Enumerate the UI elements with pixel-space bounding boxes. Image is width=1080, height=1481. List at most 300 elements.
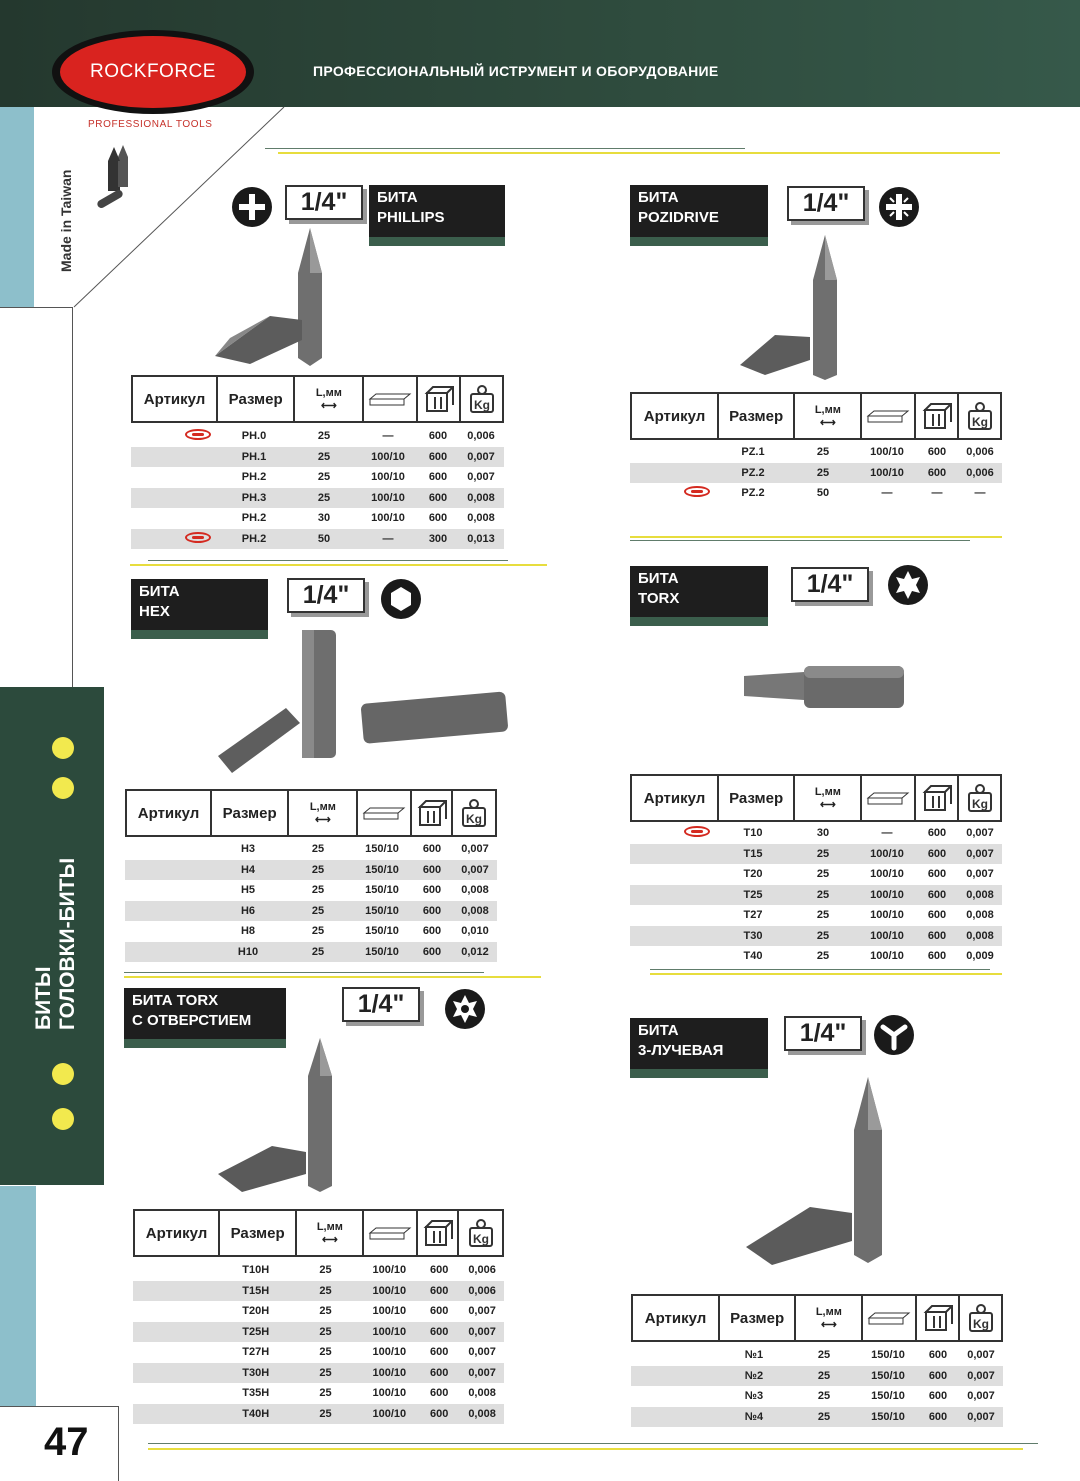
col-carton <box>917 1296 961 1340</box>
carton-qty-cell: 600 <box>422 843 442 856</box>
col-box <box>358 791 411 835</box>
carton-qty-cell: 600 <box>430 1284 449 1297</box>
weight-cell: 0,009 <box>966 950 994 963</box>
weight-cell: 0,007 <box>967 1390 995 1403</box>
title-line: БИТА <box>139 583 180 600</box>
chapter-title <box>32 858 80 1030</box>
size-cell: H8 <box>240 925 256 938</box>
carton-qty-cell: 600 <box>927 446 947 459</box>
carton-qty-cell: — <box>931 487 943 500</box>
size-cell: PZ.1 <box>741 446 765 459</box>
box-qty-cell: 150/10 <box>871 1369 905 1382</box>
size-cell: №4 <box>744 1410 764 1423</box>
table-row <box>630 885 1002 906</box>
arrow-icon: ⟷ <box>820 1318 837 1331</box>
col-carton <box>412 791 454 835</box>
torx-hole-icon <box>444 988 486 1030</box>
length-cell: 25 <box>319 1325 332 1338</box>
box-qty-cell: 150/10 <box>871 1349 905 1362</box>
length-cell: 25 <box>816 950 830 963</box>
table-row <box>631 1366 1003 1387</box>
title-line: БИТА <box>638 570 679 587</box>
carton-icon <box>922 784 952 812</box>
box-qty-cell: 100/10 <box>372 1387 407 1400</box>
table-row <box>125 942 497 963</box>
weight-cell: 0,007 <box>461 863 489 876</box>
box-qty-cell: 150/10 <box>365 925 399 938</box>
size-cell: PH.0 <box>241 430 267 443</box>
col-article: Артикул <box>632 776 719 820</box>
drive-size: 1/4" <box>342 987 420 1022</box>
box-qty-cell: 100/10 <box>870 466 904 479</box>
carton-qty-cell: 600 <box>927 909 947 922</box>
drive-size: 1/4" <box>285 185 363 220</box>
weight-cell: 0,007 <box>967 1369 995 1382</box>
length-cell: 25 <box>319 1264 332 1277</box>
length-cell: 30 <box>317 512 331 525</box>
col-box <box>364 1211 417 1255</box>
size-cell: H3 <box>240 843 256 856</box>
chapter-title-line1: БИТЫ <box>32 966 55 1030</box>
logo-subtitle: PROFESSIONAL TOOLS <box>88 119 213 130</box>
carton-qty-cell: 600 <box>927 929 947 942</box>
table-row <box>133 1322 504 1343</box>
table-row <box>125 860 497 881</box>
rockforce-mark-icon <box>185 532 211 543</box>
weight-cell: 0,008 <box>966 888 994 901</box>
length-cell: 25 <box>816 909 830 922</box>
size-cell: T40H <box>242 1407 270 1420</box>
box-qty-cell: 100/10 <box>372 1264 407 1277</box>
rule <box>265 148 745 149</box>
size-cell: H4 <box>240 863 256 876</box>
col-box <box>862 394 915 438</box>
box-icon <box>368 1225 412 1241</box>
size-cell: T40 <box>743 950 763 963</box>
size-cell: T20H <box>242 1305 270 1318</box>
band-dot <box>52 1063 74 1085</box>
box-qty-cell: 150/10 <box>365 904 399 917</box>
carton-qty-cell: 600 <box>927 868 947 881</box>
box-qty-cell: 150/10 <box>365 884 399 897</box>
weight-cell: 0,008 <box>467 491 495 504</box>
phillips-table-header <box>131 375 504 423</box>
table-row <box>630 442 1002 463</box>
weight-text: Kg <box>971 797 988 811</box>
size-cell: H6 <box>240 904 256 917</box>
col-size: Размер <box>720 1296 796 1340</box>
table-row <box>133 1281 504 1302</box>
length-cell: 25 <box>816 868 830 881</box>
carton-qty-cell: 600 <box>430 1325 449 1338</box>
box-qty-cell: 100/10 <box>870 950 904 963</box>
weight-text: Kg <box>472 1232 489 1246</box>
length-cell: 25 <box>817 1349 831 1362</box>
box-qty-cell: — <box>881 827 893 840</box>
rule <box>630 536 1002 538</box>
length-cell: 25 <box>311 904 325 917</box>
chapter-title-line2: ГОЛОВКИ-БИТЫ <box>56 857 79 1030</box>
length-cell: 50 <box>816 487 830 500</box>
box-qty-cell: — <box>881 487 893 500</box>
weight-cell: 0,006 <box>468 1264 496 1277</box>
torx-hole-table-header <box>133 1209 504 1257</box>
title-line: HEX <box>139 603 170 620</box>
weight-icon <box>468 1218 494 1248</box>
weight-cell: 0,010 <box>461 925 489 938</box>
carton-icon <box>923 1304 953 1332</box>
arrow-icon: ⟷ <box>314 813 331 826</box>
box-qty-cell: 100/10 <box>372 1366 407 1379</box>
box-qty-cell: 150/10 <box>365 945 399 958</box>
carton-qty-cell: 600 <box>927 888 947 901</box>
weight-icon <box>967 401 993 431</box>
table-row <box>125 901 497 922</box>
band-dot <box>52 1108 74 1130</box>
weight-cell: 0,012 <box>461 945 489 958</box>
size-cell: T35H <box>242 1387 270 1400</box>
col-length-text: L,мм <box>309 800 336 813</box>
weight-cell: 0,006 <box>467 430 495 443</box>
size-cell: H10 <box>237 945 259 958</box>
weight-cell: 0,007 <box>461 843 489 856</box>
box-qty-cell: — <box>382 430 394 443</box>
drive-size: 1/4" <box>784 1016 862 1051</box>
box-qty-cell: 100/10 <box>372 1284 407 1297</box>
carton-qty-cell: 600 <box>430 1387 449 1400</box>
arrow-icon: ⟷ <box>320 399 337 412</box>
rule <box>148 1448 1023 1450</box>
rockforce-mark-icon <box>684 826 710 837</box>
weight-cell: 0,013 <box>467 532 495 545</box>
weight-text: Kg <box>972 1317 989 1331</box>
table-row <box>631 1386 1003 1407</box>
box-icon <box>362 805 406 821</box>
drive-size: 1/4" <box>287 578 365 613</box>
weight-cell: 0,007 <box>966 868 994 881</box>
length-cell: 25 <box>317 430 331 443</box>
title-line: 3-ЛУЧЕВАЯ <box>638 1042 724 1059</box>
length-cell: 25 <box>319 1305 332 1318</box>
col-carton <box>916 394 960 438</box>
table-row <box>631 1407 1003 1428</box>
size-cell: T20 <box>743 868 763 881</box>
carton-qty-cell: 600 <box>422 925 442 938</box>
col-size: Размер <box>719 776 795 820</box>
box-qty-cell: 100/10 <box>870 868 904 881</box>
carton-qty-cell: 600 <box>428 450 448 463</box>
hex-table-body <box>125 839 497 962</box>
table-row <box>131 488 504 509</box>
table-row <box>125 921 497 942</box>
carton-qty-cell: 600 <box>428 491 448 504</box>
rule <box>278 152 1000 154</box>
table-row <box>630 864 1002 885</box>
weight-cell: 0,008 <box>468 1407 496 1420</box>
length-cell: 30 <box>816 827 830 840</box>
weight-cell: 0,007 <box>967 1410 995 1423</box>
rule <box>130 564 547 566</box>
length-cell: 25 <box>319 1387 332 1400</box>
size-cell: №3 <box>744 1390 764 1403</box>
weight-cell: 0,007 <box>468 1366 496 1379</box>
table-row <box>630 926 1002 947</box>
weight-icon <box>469 384 495 414</box>
divider <box>0 1406 118 1407</box>
col-length-text: L,мм <box>316 1220 343 1233</box>
carton-qty-cell: 600 <box>928 1410 948 1423</box>
weight-cell: 0,007 <box>467 471 495 484</box>
carton-qty-cell: 600 <box>927 950 947 963</box>
col-length <box>295 377 364 421</box>
box-qty-cell: 100/10 <box>371 471 405 484</box>
band-dot <box>52 777 74 799</box>
box-qty-cell: 100/10 <box>371 491 405 504</box>
carton-icon <box>423 1219 453 1247</box>
length-cell: 25 <box>311 945 325 958</box>
length-cell: 25 <box>311 843 325 856</box>
section-title <box>369 185 505 246</box>
rockforce-mark-icon <box>185 429 211 440</box>
length-cell: 25 <box>816 929 830 942</box>
col-weight <box>461 377 502 421</box>
box-icon <box>866 790 910 806</box>
pozidrive-icon <box>878 186 920 228</box>
table-row <box>630 483 1002 504</box>
tri-wing-table-body <box>631 1345 1003 1427</box>
table-row <box>133 1342 504 1363</box>
length-cell: 25 <box>816 847 830 860</box>
col-article: Артикул <box>632 394 719 438</box>
col-article: Артикул <box>135 1211 220 1255</box>
box-qty-cell: 150/10 <box>871 1410 905 1423</box>
weight-cell: 0,007 <box>966 847 994 860</box>
length-cell: 25 <box>311 925 325 938</box>
table-row <box>133 1404 504 1425</box>
table-row <box>133 1383 504 1404</box>
box-qty-cell: 100/10 <box>372 1325 407 1338</box>
carton-qty-cell: 300 <box>428 532 448 545</box>
phillips-bit-photo <box>210 228 360 368</box>
tri-wing-table-header <box>631 1294 1003 1342</box>
hex-bit-photo <box>210 628 510 778</box>
length-cell: 25 <box>319 1407 332 1420</box>
weight-cell: 0,007 <box>967 1349 995 1362</box>
length-cell: 25 <box>817 1390 831 1403</box>
header-tagline: ПРОФЕССИОНАЛЬНЫЙ ИСТРУМЕНТ И ОБОРУДОВАНИЕ <box>313 63 719 79</box>
weight-cell: 0,007 <box>467 450 495 463</box>
col-carton <box>916 776 960 820</box>
carton-qty-cell: 600 <box>928 1390 948 1403</box>
table-row <box>131 426 504 447</box>
carton-qty-cell: 600 <box>430 1305 449 1318</box>
side-strip-bottom <box>0 1186 36 1406</box>
col-length <box>796 1296 863 1340</box>
torx-icon <box>887 564 929 606</box>
box-qty-cell: 150/10 <box>365 863 399 876</box>
size-cell: T15H <box>242 1284 270 1297</box>
col-length <box>297 1211 364 1255</box>
weight-icon <box>968 1303 994 1333</box>
carton-qty-cell: 600 <box>422 945 442 958</box>
size-cell: T25 <box>743 888 763 901</box>
article-mark <box>630 826 718 840</box>
size-cell: T30H <box>242 1366 270 1379</box>
col-length-text: L,мм <box>315 386 342 399</box>
weight-cell: 0,008 <box>468 1387 496 1400</box>
table-row <box>131 508 504 529</box>
length-cell: 25 <box>319 1366 332 1379</box>
made-in-label: Made in Taiwan <box>58 169 74 272</box>
weight-cell: 0,006 <box>966 446 994 459</box>
divider <box>118 1406 119 1481</box>
rule <box>148 560 508 561</box>
carton-icon <box>922 402 952 430</box>
carton-qty-cell: 600 <box>428 430 448 443</box>
size-cell: T10 <box>743 827 763 840</box>
rule <box>124 972 484 973</box>
weight-cell: 0,007 <box>468 1346 496 1359</box>
divider <box>72 307 73 687</box>
weight-cell: 0,006 <box>468 1284 496 1297</box>
title-line: POZIDRIVE <box>638 209 719 226</box>
box-qty-cell: 150/10 <box>871 1390 905 1403</box>
weight-text: Kg <box>466 812 483 826</box>
rockforce-logo <box>52 30 254 114</box>
torx-hole-table-body <box>133 1260 504 1424</box>
weight-icon <box>967 783 993 813</box>
side-strip-top <box>0 107 34 307</box>
title-line: TORX <box>638 590 680 607</box>
rockforce-mark-icon <box>684 486 710 497</box>
torx-table-body <box>630 823 1002 967</box>
arrow-icon: ⟷ <box>819 416 836 429</box>
box-icon <box>866 408 910 424</box>
box-qty-cell: 100/10 <box>372 1407 407 1420</box>
size-cell: T27 <box>743 909 763 922</box>
weight-cell: 0,008 <box>966 929 994 942</box>
box-qty-cell: 150/10 <box>365 843 399 856</box>
col-weight <box>959 776 1000 820</box>
box-qty-cell: 100/10 <box>372 1346 407 1359</box>
carton-qty-cell: 600 <box>927 466 947 479</box>
box-icon <box>867 1310 911 1326</box>
length-cell: 25 <box>311 884 325 897</box>
col-box <box>364 377 417 421</box>
box-qty-cell: 100/10 <box>870 888 904 901</box>
weight-icon <box>461 798 487 828</box>
carton-icon <box>424 385 454 413</box>
col-box <box>863 1296 916 1340</box>
rule <box>650 969 990 970</box>
col-weight <box>959 394 1000 438</box>
carton-qty-cell: 600 <box>428 512 448 525</box>
size-cell: T30 <box>743 929 763 942</box>
rule <box>148 1443 1038 1444</box>
carton-qty-cell: 600 <box>927 827 947 840</box>
rule <box>124 976 541 978</box>
weight-cell: 0,008 <box>461 904 489 917</box>
col-size: Размер <box>212 791 289 835</box>
title-line: БИТА <box>377 189 418 206</box>
length-cell: 25 <box>816 466 830 479</box>
carton-qty-cell: 600 <box>422 884 442 897</box>
arrow-icon: ⟷ <box>819 798 836 811</box>
carton-icon <box>417 799 447 827</box>
col-length-text: L,мм <box>815 1305 842 1318</box>
size-cell: PZ.2 <box>741 466 765 479</box>
length-cell: 25 <box>311 863 325 876</box>
length-cell: 25 <box>816 888 830 901</box>
carton-qty-cell: 600 <box>430 1407 449 1420</box>
pozidrive-table-header <box>630 392 1002 440</box>
carton-qty-cell: 600 <box>430 1366 449 1379</box>
size-cell: PH.3 <box>241 491 267 504</box>
size-cell: PH.2 <box>241 471 267 484</box>
table-row <box>631 1345 1003 1366</box>
col-length <box>795 776 862 820</box>
length-cell: 25 <box>816 446 830 459</box>
carton-qty-cell: 600 <box>928 1369 948 1382</box>
box-icon <box>368 391 412 407</box>
table-row <box>125 839 497 860</box>
box-qty-cell: 100/10 <box>870 446 904 459</box>
title-line: С ОТВЕРСТИЕМ <box>132 1012 252 1029</box>
length-cell: 25 <box>319 1284 332 1297</box>
hex-icon <box>380 578 422 620</box>
length-cell: 25 <box>317 491 331 504</box>
section-title <box>630 566 768 626</box>
weight-cell: — <box>974 487 986 500</box>
weight-cell: 0,008 <box>966 909 994 922</box>
table-row <box>630 905 1002 926</box>
carton-qty-cell: 600 <box>927 847 947 860</box>
drive-size: 1/4" <box>791 567 869 602</box>
box-qty-cell: 100/10 <box>371 450 405 463</box>
col-weight <box>960 1296 1001 1340</box>
pozidrive-table-body <box>630 442 1002 504</box>
col-box <box>862 776 915 820</box>
rule <box>650 973 1002 975</box>
tri-wing-icon <box>873 1014 915 1056</box>
carton-qty-cell: 600 <box>430 1264 449 1277</box>
col-article: Артикул <box>133 377 218 421</box>
size-cell: PZ.2 <box>741 487 765 500</box>
col-article: Артикул <box>633 1296 720 1340</box>
carton-qty-cell: 600 <box>428 471 448 484</box>
col-weight <box>453 791 495 835</box>
size-cell: PH.2 <box>241 512 267 525</box>
drive-size: 1/4" <box>787 186 865 221</box>
band-dot <box>52 737 74 759</box>
article-mark <box>131 429 219 443</box>
phillips-icon <box>231 186 273 228</box>
weight-cell: 0,007 <box>468 1325 496 1338</box>
torx-bit-photo <box>742 664 907 712</box>
rule <box>630 540 970 541</box>
carton-qty-cell: 600 <box>422 904 442 917</box>
table-row <box>131 467 504 488</box>
size-cell: PH.1 <box>241 450 267 463</box>
arrow-icon: ⟷ <box>321 1233 338 1246</box>
article-mark <box>630 486 718 500</box>
table-row <box>630 946 1002 967</box>
page-number: 47 <box>44 1420 89 1464</box>
title-line: БИТА TORX <box>132 992 219 1009</box>
length-cell: 25 <box>817 1369 831 1382</box>
box-qty-cell: 100/10 <box>870 909 904 922</box>
size-cell: T27H <box>242 1346 270 1359</box>
